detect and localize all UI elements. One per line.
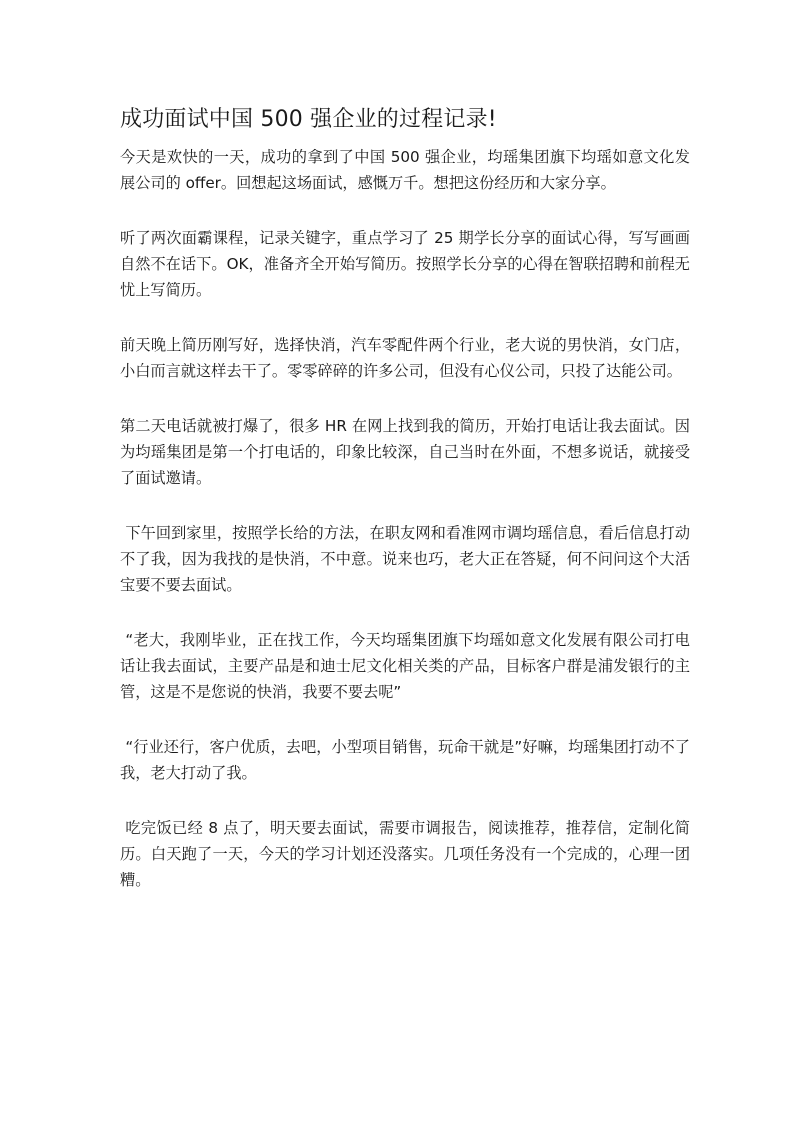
paragraph-6: “老大，我刚毕业，正在找工作，今天均瑶集团旗下均瑶如意文化发展有限公司打电话让我去面试，主要产品是和迪士尼文化相关类的产品，目标客户群是浦发银行的主管，这是不是您说的快消，我要不要去呢” [120,631,690,701]
document-title: 成功面试中国 500 强企业的过程记录! [120,107,497,132]
paragraph-4: 第二天电话就被打爆了，很多 HR 在网上找到我的简历，开始打电话让我去面试。因为均瑶集团是第一个打电话的，印象比较深，自己当时在外面，不想多说话，就接受了面试邀请。 [120,417,690,487]
paragraph-2: 听了两次面霸课程，记录关键字，重点学习了 25 期学长分享的面试心得，写写画画自然不在话下。OK，准备齐全开始写简历。按照学长分享的心得在智联招聘和前程无忧上写简历。 [120,229,690,299]
paragraph-8: 吃完饭已经 8 点了，明天要去面试，需要市调报告，阅读推荐，推荐信，定制化简历。白天跑了一天，今天的学习计划还没落实。几项任务没有一个完成的，心理一团糟。 [120,819,690,889]
paragraph-5: 下午回到家里，按照学长给的方法，在职友网和看准网市调均瑶信息，看后信息打动不了我，因为我找的是快消，不中意。说来也巧，老大正在答疑，何不问问这个大活宝要不要去面试。 [120,524,690,594]
document-body [120,104,690,922]
paragraph-1: 今天是欢快的一天，成功的拿到了中国 500 强企业，均瑶集团旗下均瑶如意文化发展公司的 offer。回想起这场面试，感慨万千。想把这份经历和大家分享。 [120,148,690,192]
paragraph-7: “行业还行，客户优质，去吧，小型项目销售，玩命干就是”好嘛，均瑶集团打动不了我，老大打动了我。 [120,738,690,782]
paragraph-3: 前天晚上简历刚写好，选择快消，汽车零配件两个行业，老大说的男快消，女门店，小白而言就这样去干了。零零碎碎的许多公司，但没有心仪公司，只投了达能公司。 [120,336,690,380]
